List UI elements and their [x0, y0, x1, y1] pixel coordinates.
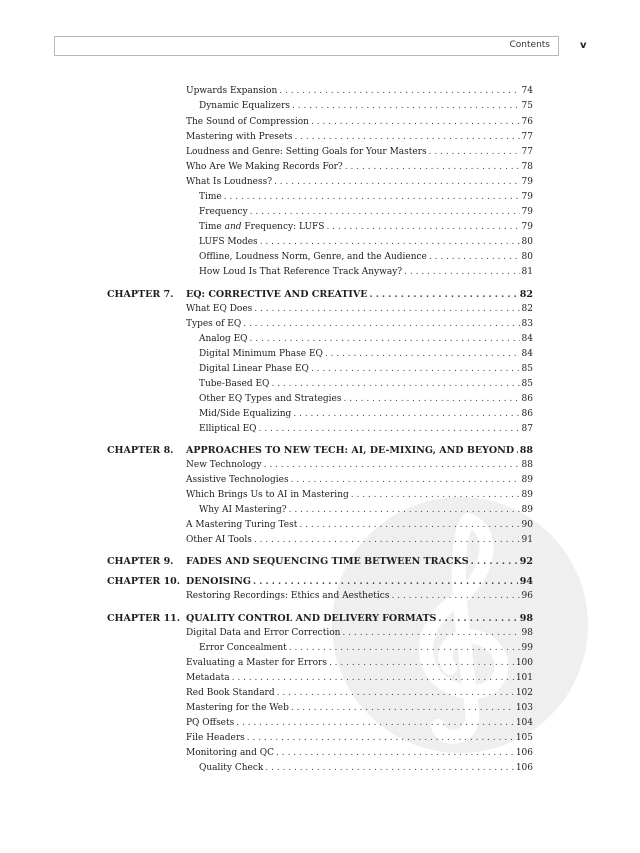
toc-entry-page: 84 [521, 334, 533, 344]
toc-entry-page: 77 [521, 132, 533, 142]
toc-entry-title: Restoring Recordings: Ethics and Aesthetics [186, 591, 390, 601]
toc-entry-title: Time and Frequency: LUFS [199, 222, 325, 232]
chapter-number: CHAPTER 7. [107, 289, 174, 300]
toc-entry[interactable] [199, 333, 533, 346]
toc-entry-page: 80 [521, 252, 533, 262]
toc-entry[interactable] [186, 732, 533, 745]
toc-entry-title: Who Are We Making Records For? [186, 162, 343, 172]
toc-entry[interactable] [199, 408, 533, 421]
toc-entry[interactable] [186, 590, 533, 603]
toc-entry-page: 83 [521, 319, 533, 329]
toc-entry[interactable] [186, 519, 533, 532]
chapter-number: CHAPTER 11. [107, 613, 181, 624]
toc-entry[interactable] [199, 762, 533, 775]
toc-entry-title: Types of EQ [186, 319, 242, 329]
toc-entry-title: Other AI Tools [186, 535, 252, 545]
chapter-entry[interactable] [186, 444, 533, 457]
toc-entry-title: Which Brings Us to AI in Mastering [186, 490, 349, 500]
chapter-page: 88 [519, 445, 533, 456]
toc-entry-title: Evaluating a Master for Errors [186, 658, 327, 668]
chapter-title: QUALITY CONTROL AND DELIVERY FORMATS [186, 613, 437, 624]
chapter-number: CHAPTER 10. [107, 576, 181, 587]
toc-entry-page: 89 [521, 475, 533, 485]
toc-entry-title: New Technology [186, 460, 262, 470]
toc-entry-page: 79 [521, 177, 533, 187]
chapter-title: FADES AND SEQUENCING TIME BETWEEN TRACKS [186, 556, 469, 567]
toc-entry-title: Why AI Mastering? [199, 505, 287, 515]
toc-entry-page: 85 [521, 379, 533, 389]
toc-entry-title: Metadata [186, 673, 230, 683]
toc-entry-page: 89 [521, 505, 533, 515]
chapter-page: 92 [519, 556, 533, 567]
toc-entry[interactable] [186, 747, 533, 760]
toc-entry[interactable] [199, 191, 533, 204]
chapter-entry[interactable] [186, 288, 533, 301]
toc-entry-page: 90 [521, 520, 533, 530]
toc-entry[interactable] [199, 206, 533, 219]
toc-entry[interactable] [199, 393, 533, 406]
toc-entry-page: 99 [521, 643, 533, 653]
toc-entry-title: Mastering with Presets [186, 132, 293, 142]
toc-entry-title: Mid/Side Equalizing [199, 409, 292, 419]
chapter-entry[interactable] [186, 612, 533, 625]
toc-entry-page: 74 [521, 86, 533, 96]
toc-entry-page: 85 [521, 364, 533, 374]
toc-entry-title: Assistive Technologies [186, 475, 289, 485]
toc-entry-title: How Loud Is That Reference Track Anyway? [199, 267, 403, 277]
toc-entry-page: 100 [515, 658, 533, 668]
toc-entry[interactable] [199, 251, 533, 264]
toc-entry-title: Other EQ Types and Strategies [199, 394, 342, 404]
toc-entry-page: 77 [521, 147, 533, 157]
chapter-number: CHAPTER 9. [107, 556, 174, 567]
toc-entry-title: Digital Data and Error Correction [186, 628, 341, 638]
toc-entry[interactable] [199, 378, 533, 391]
toc-entry[interactable] [186, 161, 533, 174]
toc-entry-title: Monitoring and QC [186, 748, 274, 758]
chapter-number: CHAPTER 8. [107, 445, 174, 456]
toc-entry-title: The Sound of Compression [186, 117, 309, 127]
toc-entry[interactable] [199, 266, 533, 279]
toc-entry-title: Mastering for the Web [186, 703, 289, 713]
toc-entry-page: 79 [521, 222, 533, 232]
toc-entry[interactable] [186, 146, 533, 159]
toc-entry-title: LUFS Modes [199, 237, 258, 247]
toc-entry-title: Red Book Standard [186, 688, 275, 698]
toc-entry-title: Error Concealment [199, 643, 287, 653]
toc-entry[interactable] [199, 504, 533, 517]
toc-entry-title: What EQ Does [186, 304, 253, 314]
toc-entry[interactable] [186, 627, 533, 640]
toc-entry-page: 76 [521, 117, 533, 127]
toc-entry-page: 86 [521, 394, 533, 404]
toc-entry-page: 80 [521, 237, 533, 247]
toc-entry-page: 87 [521, 424, 533, 434]
toc-entry-page: 78 [521, 162, 533, 172]
chapter-title: APPROACHES TO NEW TECH: AI, DE-MIXING, AND BEYOND [186, 445, 515, 456]
toc-entry-title: Loudness and Genre: Setting Goals for Your Masters [186, 147, 427, 157]
toc-entry[interactable] [186, 131, 533, 144]
toc-entry-title: Dynamic Equalizers [199, 101, 291, 111]
toc-entry-title: A Mastering Turing Test [186, 520, 298, 530]
toc-entry-title: What Is Loudness? [186, 177, 273, 187]
chapter-page: 82 [519, 289, 533, 300]
toc-entry[interactable] [186, 657, 533, 670]
chapter-entry[interactable] [186, 575, 533, 588]
toc-entry-page: 105 [515, 733, 533, 743]
toc-entry[interactable] [199, 348, 533, 361]
toc-entry-title: Digital Linear Phase EQ [199, 364, 309, 374]
chapter-title: DENOISING [186, 576, 251, 587]
toc-entry-page: 89 [521, 490, 533, 500]
toc-entry-title: PQ Offsets [186, 718, 235, 728]
toc-entry[interactable] [199, 642, 533, 655]
toc-entry-title: Digital Minimum Phase EQ [199, 349, 323, 359]
toc-entry[interactable] [186, 318, 533, 331]
toc-entry[interactable] [186, 474, 533, 487]
toc-entry[interactable] [199, 236, 533, 249]
toc-entry-page: 101 [515, 673, 533, 683]
toc-entry-title: Quality Check [199, 763, 264, 773]
toc-entry-page: 106 [515, 763, 533, 773]
running-title: Contents [509, 40, 550, 50]
toc-entry-page: 86 [521, 409, 533, 419]
toc-entry-page: 102 [515, 688, 533, 698]
chapter-entry[interactable] [186, 555, 533, 568]
toc-entry-page: 88 [521, 460, 533, 470]
toc-entry[interactable] [199, 363, 533, 376]
toc-entry[interactable] [186, 717, 533, 730]
toc-entry-page: 103 [515, 703, 533, 713]
toc-entry[interactable] [186, 459, 533, 472]
page-number: v [580, 40, 587, 51]
toc-entry[interactable] [186, 672, 533, 685]
toc-entry-page: 104 [515, 718, 533, 728]
toc-entry-page: 82 [521, 304, 533, 314]
toc-entry-title: Tube-Based EQ [199, 379, 270, 389]
toc-entry-page: 81 [521, 267, 533, 277]
toc-entry[interactable] [199, 423, 533, 436]
toc-entry-page: 79 [521, 192, 533, 202]
toc-entry[interactable] [186, 85, 533, 98]
toc-entry-page: 96 [521, 591, 533, 601]
chapter-title: EQ: CORRECTIVE AND CREATIVE [186, 289, 368, 300]
toc-entry[interactable] [186, 303, 533, 316]
toc-entry-title: Analog EQ [199, 334, 248, 344]
toc-entry[interactable] [186, 489, 533, 502]
toc-entry-title: Time [199, 192, 222, 202]
toc-entry-page: 84 [521, 349, 533, 359]
chapter-page: 98 [519, 613, 533, 624]
toc-entry[interactable] [186, 116, 533, 129]
toc-entry[interactable] [186, 702, 533, 715]
toc-entry-title: Elliptical EQ [199, 424, 257, 434]
toc-entry[interactable] [186, 687, 533, 700]
toc-entry-title: File Headers [186, 733, 245, 743]
toc-entry-page: 106 [515, 748, 533, 758]
chapter-page: 94 [519, 576, 533, 587]
toc-entry[interactable] [186, 176, 533, 189]
toc-entry[interactable] [186, 534, 533, 547]
toc-entry-page: 91 [521, 535, 533, 545]
toc-entry-title: Frequency [199, 207, 248, 217]
toc-entry[interactable] [199, 221, 533, 234]
toc-entry[interactable] [199, 100, 533, 113]
toc-entry-title: Offline, Loudness Norm, Genre, and the Audience [199, 252, 427, 262]
toc-entry-page: 75 [521, 101, 533, 111]
toc-entry-page: 79 [521, 207, 533, 217]
toc-entry-title: Upwards Expansion [186, 86, 278, 96]
toc-entry-page: 98 [521, 628, 533, 638]
